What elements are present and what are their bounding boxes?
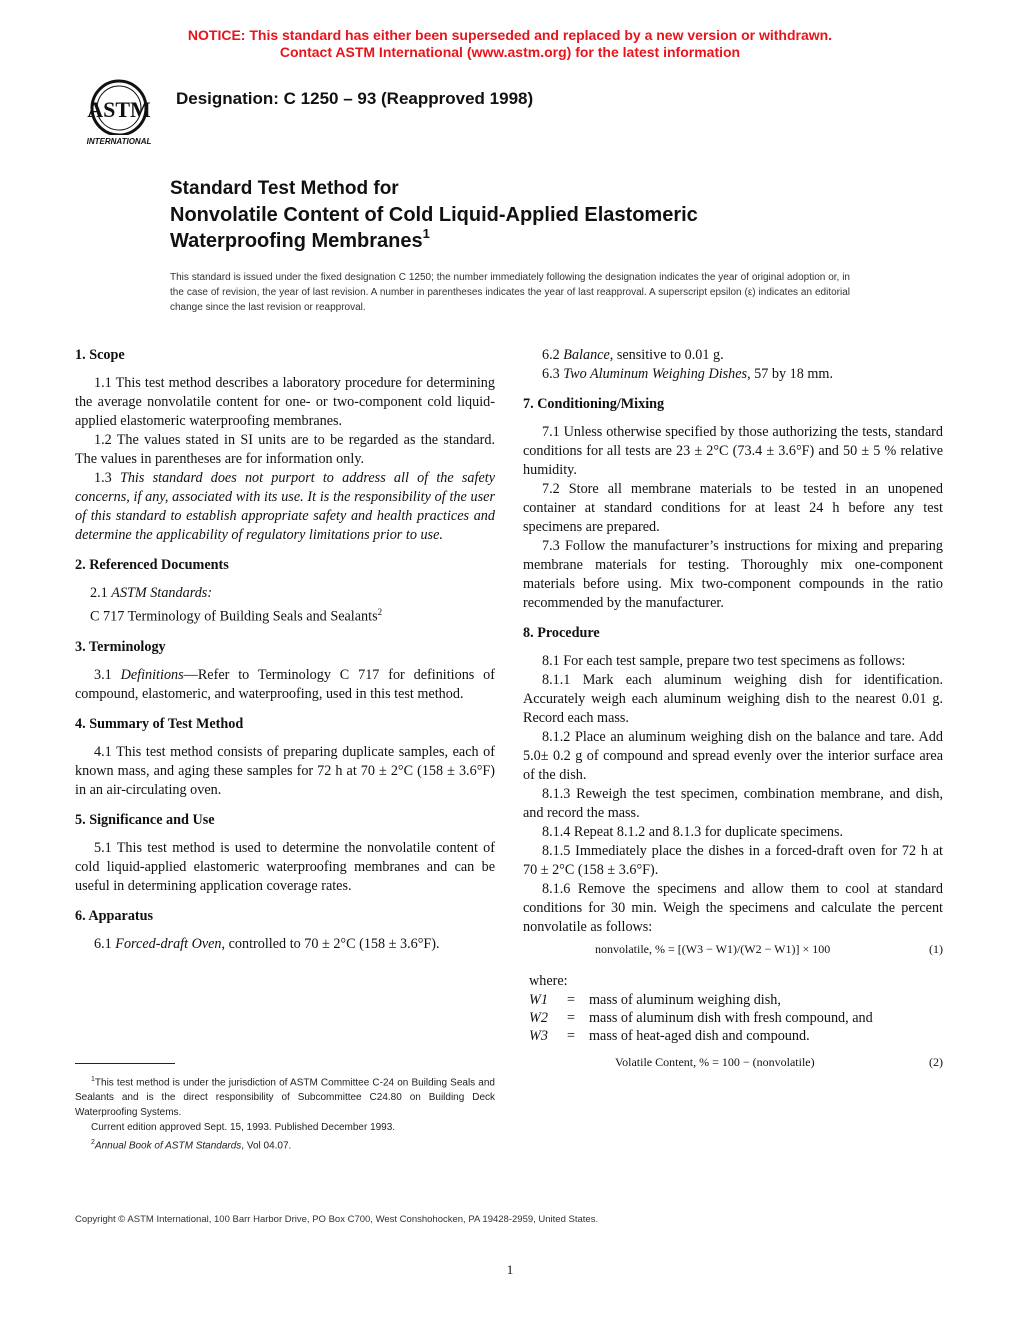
paragraph-number: 1.3 bbox=[94, 470, 112, 486]
variable-description: mass of aluminum dish with fresh compound, and bbox=[589, 1010, 873, 1026]
paragraph-6-1-text: , controlled to 70 ± 2°C (158 ± 3.6°F). bbox=[221, 935, 440, 952]
intro-paragraph: This standard is issued under the fixed designation C 1250; the number immediately following the designation indicates the year of original adoption or, in the case of revision, the year of last revision. A number in parentheses indicates the year of last reapproval. A superscript epsilon (ε) indicates an editorial change since the last revision or reapproval. bbox=[170, 272, 850, 313]
footnote-2-text: , Vol 04.07. bbox=[241, 1140, 292, 1152]
designation: Designation: C 1250 – 93 (Reapproved 1998) bbox=[176, 89, 534, 108]
paragraph-3-1-text: —Refer to Terminology C 717 for definitions of compound, elastomeric, and waterproofing, used in this test method. bbox=[75, 666, 495, 702]
paragraph-6-3-label: Two Aluminum Weighing Dishes bbox=[563, 366, 748, 382]
footnote-2-mark: 2 bbox=[91, 1139, 95, 1147]
paragraph-8-1-4: 8.1.4 Repeat 8.1.2 and 8.1.3 for duplicate specimens. bbox=[542, 824, 844, 840]
variable-equals: = bbox=[567, 1028, 576, 1044]
variable-row bbox=[523, 991, 943, 1009]
paragraph-3-1-label: Definitions bbox=[120, 666, 184, 683]
paragraph-number: 3.1 bbox=[94, 666, 112, 683]
left-column bbox=[75, 346, 495, 954]
section-heading-summary: 4. Summary of Test Method bbox=[75, 715, 244, 732]
paragraph-1-2: 1.2 The values stated in SI units are to be regarded as the standard. The values in parentheses are for information only. bbox=[75, 432, 495, 467]
equation-2-number: (2) bbox=[929, 1055, 943, 1069]
paragraph-number: 6.1 bbox=[94, 935, 112, 952]
variable-equals: = bbox=[567, 1010, 576, 1026]
notice-line-2: Contact ASTM International (www.astm.org) for the latest information bbox=[279, 44, 741, 60]
paragraph-5-1: 5.1 This test method is used to determine the nonvolatile content of cold liquid-applied elastomeric waterproofing membranes and can be useful in determining application coverage rates. bbox=[75, 839, 495, 894]
paragraph-6-3-text: , 57 by 18 mm. bbox=[747, 366, 833, 382]
section-heading-referenced-documents: 2. Referenced Documents bbox=[75, 557, 229, 573]
variable-description: mass of heat-aged dish and compound. bbox=[589, 1028, 810, 1044]
section-heading-scope: 1. Scope bbox=[75, 347, 125, 363]
variable-row bbox=[523, 1027, 943, 1045]
paragraph-3-1 bbox=[75, 666, 495, 704]
paragraph-6-1-label: Forced-draft Oven bbox=[115, 935, 222, 952]
variable-symbol: W1 bbox=[529, 992, 548, 1008]
logo-text: ASTM bbox=[87, 97, 151, 122]
paragraph-8-1-1: 8.1.1 Mark each aluminum weighing dish for identification. Accurately weigh each aluminum weighing dish to the nearest 0.01 g. Record each mass. bbox=[523, 672, 943, 726]
variable-symbol: W3 bbox=[529, 1028, 548, 1044]
footnote-2 bbox=[75, 1135, 495, 1153]
document-title bbox=[170, 176, 890, 254]
footnote-divider bbox=[75, 1063, 175, 1064]
section-heading-significance: 5. Significance and Use bbox=[75, 811, 215, 828]
equation-1-text: nonvolatile, % = [(W3 − W1)/(W2 − W1)] × 100 bbox=[595, 942, 831, 956]
paragraph-2-1-label: ASTM Standards: bbox=[111, 585, 213, 601]
paragraph-number: 6.2 bbox=[542, 347, 560, 363]
paragraph-7-2: 7.2 Store all membrane materials to be tested in an unopened container at standard conditions for at least 24 h before any test specimens are prepared. bbox=[523, 481, 943, 535]
copyright: Copyright © ASTM International, 100 Barr Harbor Drive, PO Box C700, West Conshohocken, PA 19428-2959, United States. bbox=[75, 1214, 599, 1225]
footnote-1 bbox=[75, 1072, 495, 1120]
title-footnote-mark: 1 bbox=[422, 226, 430, 241]
footnotes bbox=[75, 1072, 495, 1154]
right-column bbox=[523, 346, 943, 1085]
variable-equals: = bbox=[567, 992, 576, 1008]
footnote-2-label: Annual Book of ASTM Standards bbox=[94, 1140, 242, 1152]
notice-line-1: NOTICE: This standard has either been superseded and replaced by a new version or withdrawn. bbox=[187, 27, 833, 43]
where-label: where: bbox=[529, 973, 568, 989]
section-heading-terminology: 3. Terminology bbox=[75, 638, 166, 655]
section-heading-procedure: 8. Procedure bbox=[523, 625, 600, 641]
paragraph-7-1: 7.1 Unless otherwise specified by those authorizing the tests, standard conditions for all tests are 23 ± 2°C (73.4 ± 3.6°F) and 50 ± 5 % relative humidity. bbox=[523, 424, 943, 478]
logo-subtext: INTERNATIONAL bbox=[86, 137, 152, 146]
paragraph-6-2-label: Balance bbox=[563, 347, 610, 363]
page-number: 1 bbox=[506, 1262, 514, 1277]
equation-1-number: (1) bbox=[929, 942, 943, 956]
notice-banner bbox=[0, 27, 1020, 61]
variable-definitions bbox=[523, 991, 943, 1045]
paragraph-6-2 bbox=[523, 346, 943, 365]
equation-2 bbox=[523, 1053, 943, 1075]
paragraph-1-1: 1.1 This test method describes a laboratory procedure for determining the average nonvolatile content for one- or two-component cold liquid-applied elastomeric waterproofing membranes. bbox=[75, 375, 495, 429]
paragraph-8-1-5: 8.1.5 Immediately place the dishes in a forced-draft oven for 72 h at 70 ± 2°C (158 ± 3.6°F). bbox=[523, 843, 943, 878]
paragraph-8-1-2: 8.1.2 Place an aluminum weighing dish on the balance and tare. Add 5.0± 0.2 g of compound and spread evenly over the interior surface area of the dish. bbox=[523, 729, 943, 783]
title-line-1: Standard Test Method for bbox=[170, 178, 399, 199]
paragraph-6-1 bbox=[75, 935, 495, 954]
title-line-2: Nonvolatile Content of Cold Liquid-Applied Elastomeric bbox=[170, 204, 698, 226]
title-line-3: Waterproofing Membranes bbox=[170, 230, 423, 252]
astm-logo bbox=[76, 76, 162, 148]
equation-1 bbox=[523, 940, 943, 962]
footnote-1b: Current edition approved Sept. 15, 1993. Published December 1993. bbox=[91, 1122, 396, 1134]
reference-c717 bbox=[75, 603, 495, 627]
equation-2-text: Volatile Content, % = 100 − (nonvolatile) bbox=[615, 1055, 815, 1069]
reference-text: C 717 Terminology of Building Seals and Sealants bbox=[90, 608, 378, 625]
section-heading-apparatus: 6. Apparatus bbox=[75, 907, 154, 924]
paragraph-2-1 bbox=[75, 584, 495, 603]
paragraph-number: 6.3 bbox=[542, 366, 560, 382]
footnote-1-text: This test method is under the jurisdiction of ASTM Committee C-24 on Building Seals and Sealants and is the direct responsibility of Subcommittee C24.80 on Building Deck Waterproofing Systems. bbox=[75, 1077, 495, 1119]
paragraph-4-1: 4.1 This test method consists of preparing duplicate samples, each of known mass, and aging these samples for 72 h at 70 ± 2°C (158 ± 3.6°F) in an air-circulating oven. bbox=[75, 743, 495, 798]
paragraph-8-1: 8.1 For each test sample, prepare two test specimens as follows: bbox=[542, 653, 906, 669]
paragraph-6-2-text: , sensitive to 0.01 g. bbox=[609, 347, 724, 363]
variable-description: mass of aluminum weighing dish, bbox=[589, 992, 781, 1008]
paragraph-number: 2.1 bbox=[90, 585, 108, 601]
section-heading-conditioning: 7. Conditioning/Mixing bbox=[523, 396, 665, 412]
paragraph-1-3-text: This standard does not purport to address all of the safety concerns, if any, associated with its use. It is the responsibility of the user of this standard to establish appropriate safety and health practices and determine the applicability of regulatory limitations prior to use. bbox=[75, 470, 495, 543]
paragraph-1-3 bbox=[75, 469, 495, 545]
paragraph-6-3 bbox=[523, 365, 943, 384]
paragraph-8-1-3: 8.1.3 Reweigh the test specimen, combination membrane, and dish, and record the mass. bbox=[523, 786, 943, 821]
footnote-1-mark: 1 bbox=[91, 1076, 95, 1083]
variable-symbol: W2 bbox=[529, 1010, 548, 1026]
paragraph-8-1-6: 8.1.6 Remove the specimens and allow them to cool at standard conditions for 30 min. Weigh the specimens and calculate the percent nonvolatile as follows: bbox=[523, 881, 943, 935]
variable-row bbox=[523, 1009, 943, 1027]
paragraph-7-3: 7.3 Follow the manufacturer’s instructions for mixing and preparing membrane materials for testing. Thoroughly mix one-component materials before using. Mix two-component compounds in the ratio recommended by the manufacturer. bbox=[523, 538, 943, 611]
footnote-mark: 2 bbox=[377, 607, 383, 617]
